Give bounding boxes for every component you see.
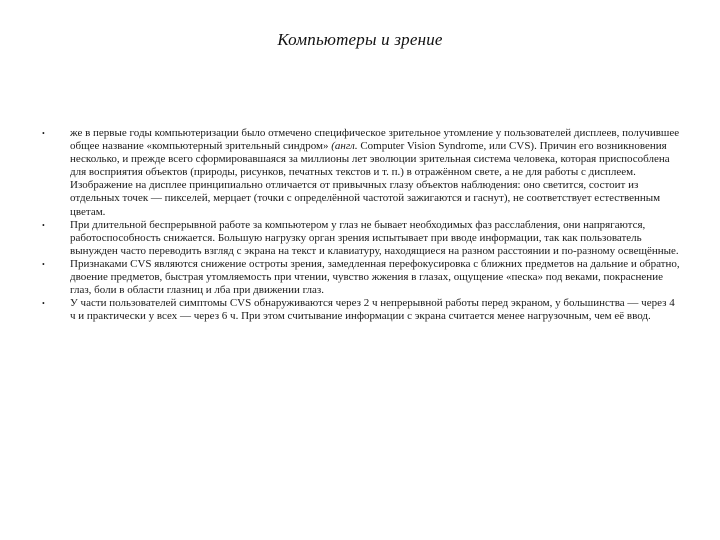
bullet-list xyxy=(42,127,682,323)
bullet-text-part: же в первые годы компьютеризации было отмечено специфическое зрительное утомление у пользователей дисплеев, получившее общее название «компьютерный зрительный синдром» xyxy=(70,127,680,153)
bullet-text: У части пользователей симптомы CVS обнаруживаются через 2 ч непрерывной работы перед экраном, у большинства — через 4 ч и практически у всех — через 6 ч. При этом считывание информации с экрана считается менее нагрузочным, чем её ввод. xyxy=(70,297,675,323)
bullet-marker: • xyxy=(42,220,45,230)
bullet-marker: • xyxy=(42,129,45,138)
bullet-item-1 xyxy=(42,127,682,219)
bullet-marker: • xyxy=(42,259,45,269)
bullet-text: Признаками CVS являются снижение остроты зрения, замедленная перефокусировка с ближних предметов на дальние и обратно, двоение предметов, быстрая утомляемость при чтении, чувство жжения в глазах, ощущение «песка» под веками, покраснение глаз, боли в области глазниц и лба при движении глаз. xyxy=(70,257,680,297)
bullet-text: При длительной беспрерывной работе за компьютером у глаз не бывает необходимых фаз расслабления, они напрягаются, работоспособность снижается. Большую нагрузку орган зрения испытывает при вводе информации, так как пользователь вынужден часто переводить взгляд с экрана на текст и клавиатуру, находящиеся на разном расстоянии и по-разному освещённые. xyxy=(70,218,679,257)
bullet-text-italic: (англ. xyxy=(331,140,358,153)
bullet-text-part: Computer Vision Syndrome, или CVS). Причин его возникновения несколько, и прежде всего сформировавшаяся за миллионы лет эволюции зрительная система человека, которая приспособлена для восприятия объектов (природы, рисунков, печатных текстов и т. п.) в отражённом свете, а не для работы с дисплеем. Изображение на дисплее принципиально отличается от привычных глазу объектов наблюдения: оно светится, состоит из отдельных точек — пикселей, мерцает (точки с определённой частотой зажигаются и гаснут), не соответствует естественным цветам. xyxy=(70,140,670,218)
bullet-item-2 xyxy=(42,219,682,258)
bullet-marker: • xyxy=(42,299,45,309)
bullet-item-3 xyxy=(42,258,682,297)
bullet-item-4 xyxy=(42,297,682,323)
bullet-text xyxy=(70,127,679,218)
slide-title: Компьютеры и зрение xyxy=(277,30,443,49)
